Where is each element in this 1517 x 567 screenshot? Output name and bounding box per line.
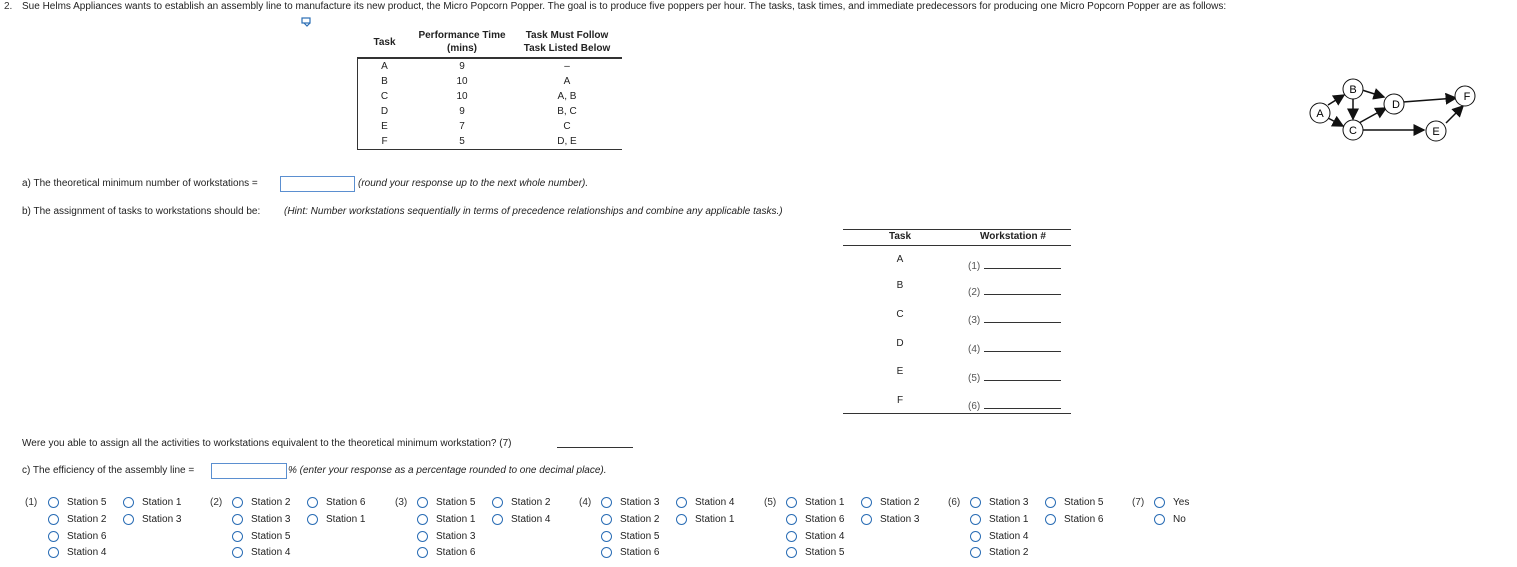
option-g2-station2[interactable]: Station 2: [232, 497, 290, 508]
efficiency-input[interactable]: [211, 463, 287, 479]
radio-icon[interactable]: [1045, 497, 1056, 508]
option-g3-station4[interactable]: Station 4: [492, 514, 550, 525]
radio-icon[interactable]: [601, 547, 612, 558]
radio-icon[interactable]: [123, 497, 134, 508]
ws-answer-2[interactable]: [984, 294, 1061, 295]
radio-icon[interactable]: [232, 497, 243, 508]
node-c: [1343, 120, 1363, 140]
radio-icon[interactable]: [861, 514, 872, 525]
ws-answer-3[interactable]: [984, 322, 1061, 323]
option-g7-no[interactable]: No: [1154, 514, 1186, 525]
group-6-number: (6): [948, 497, 961, 508]
option-g3-station5[interactable]: Station 5: [417, 497, 475, 508]
option-g2-station4[interactable]: Station 4: [232, 547, 290, 558]
group-4-number: (4): [579, 497, 592, 508]
option-g7-yes[interactable]: Yes: [1154, 497, 1189, 508]
node-c-label: C: [1349, 125, 1357, 137]
radio-icon[interactable]: [48, 514, 59, 525]
node-b: [1343, 79, 1363, 99]
ws-task-d: D: [896, 338, 904, 349]
option-g5-station3[interactable]: Station 3: [861, 514, 919, 525]
ws-slot-4: (4): [968, 344, 981, 355]
radio-icon[interactable]: [307, 497, 318, 508]
option-g2-station6[interactable]: Station 6: [307, 497, 365, 508]
ws-answer-4[interactable]: [984, 351, 1061, 352]
option-g2-station3[interactable]: Station 3: [232, 514, 290, 525]
radio-icon[interactable]: [970, 514, 981, 525]
option-g4-station4[interactable]: Station 4: [676, 497, 734, 508]
group-7-number: (7): [1132, 497, 1145, 508]
node-b-label: B: [1349, 84, 1357, 96]
option-g5-station4[interactable]: Station 4: [786, 531, 844, 542]
option-g3-station2[interactable]: Station 2: [492, 497, 550, 508]
ws-slot-5: (5): [968, 373, 981, 384]
task-column: A B C D E F: [380, 61, 389, 147]
ws-answer-5[interactable]: [984, 380, 1061, 381]
radio-icon[interactable]: [48, 531, 59, 542]
ws-col-task: Task: [888, 231, 912, 242]
radio-icon[interactable]: [970, 547, 981, 558]
radio-icon[interactable]: [786, 514, 797, 525]
radio-icon[interactable]: [232, 514, 243, 525]
group-1-number: (1): [25, 497, 38, 508]
option-g5-station5[interactable]: Station 5: [786, 547, 844, 558]
question-7-label: Were you able to assign all the activities to workstations equivalent to the theoretical minimum workstation? (7): [22, 438, 512, 449]
radio-icon[interactable]: [1045, 514, 1056, 525]
radio-icon[interactable]: [48, 547, 59, 558]
option-g2-station1[interactable]: Station 1: [307, 514, 365, 525]
part-c-label: c) The efficiency of the assembly line =: [22, 465, 195, 476]
option-g3-station3[interactable]: Station 3: [417, 531, 475, 542]
ws-task-b: B: [896, 280, 904, 291]
radio-icon[interactable]: [123, 514, 134, 525]
ws-task-e: E: [896, 366, 904, 377]
radio-icon[interactable]: [676, 514, 687, 525]
part-a-hint: (round your response up to the next whole number).: [358, 178, 589, 189]
ws-slot-6: (6): [968, 401, 981, 412]
option-g4-station1[interactable]: Station 1: [676, 514, 734, 525]
part-b-label: b) The assignment of tasks to workstations should be:: [22, 206, 261, 217]
copy-table-icon[interactable]: [301, 17, 313, 27]
question-7-answer[interactable]: [557, 447, 633, 448]
radio-icon[interactable]: [417, 514, 428, 525]
group-5-number: (5): [764, 497, 777, 508]
radio-icon[interactable]: [492, 497, 503, 508]
option-g1-station1[interactable]: Station 1: [123, 497, 181, 508]
option-g4-station3[interactable]: Station 3: [601, 497, 659, 508]
radio-icon[interactable]: [417, 497, 428, 508]
node-a: [1310, 103, 1330, 123]
part-a-label: a) The theoretical minimum number of workstations =: [22, 178, 258, 189]
radio-icon[interactable]: [676, 497, 687, 508]
radio-icon[interactable]: [307, 514, 318, 525]
node-a-label: A: [1316, 108, 1324, 120]
option-g1-station6[interactable]: Station 6: [48, 531, 106, 542]
precedence-diagram: [1300, 75, 1480, 145]
radio-icon[interactable]: [601, 531, 612, 542]
question-number: 2.: [4, 1, 13, 12]
option-g6-station1[interactable]: Station 1: [970, 514, 1028, 525]
option-g6-station2[interactable]: Station 2: [970, 547, 1028, 558]
radio-icon[interactable]: [492, 514, 503, 525]
min-workstations-input[interactable]: [280, 176, 355, 192]
time-column: 9 10 10 9 7 5: [456, 61, 468, 147]
node-d-label: D: [1392, 99, 1400, 111]
option-g1-station5[interactable]: Station 5: [48, 497, 106, 508]
radio-icon[interactable]: [601, 497, 612, 508]
option-g5-station6[interactable]: Station 6: [786, 514, 844, 525]
option-g5-station2[interactable]: Station 2: [861, 497, 919, 508]
option-g1-station3[interactable]: Station 3: [123, 514, 181, 525]
option-g4-station2[interactable]: Station 2: [601, 514, 659, 525]
ws-slot-3: (3): [968, 315, 981, 326]
ws-answer-1[interactable]: [984, 268, 1061, 269]
radio-icon[interactable]: [232, 547, 243, 558]
ws-task-c: C: [896, 309, 904, 320]
radio-icon[interactable]: [861, 497, 872, 508]
option-g5-station1[interactable]: Station 1: [786, 497, 844, 508]
radio-icon[interactable]: [786, 531, 797, 542]
col-header-task: Task: [373, 37, 396, 48]
option-g4-station6[interactable]: Station 6: [601, 547, 659, 558]
radio-icon[interactable]: [786, 547, 797, 558]
col-header-predecessors: Task Must Follow Task Listed Below: [523, 30, 611, 54]
option-g6-station5[interactable]: Station 5: [1045, 497, 1103, 508]
radio-icon[interactable]: [786, 497, 797, 508]
radio-icon[interactable]: [417, 531, 428, 542]
radio-icon[interactable]: [601, 514, 612, 525]
option-g1-station4[interactable]: Station 4: [48, 547, 106, 558]
option-g3-station1[interactable]: Station 1: [417, 514, 475, 525]
radio-icon[interactable]: [1154, 514, 1165, 525]
node-f-label: F: [1463, 91, 1471, 103]
group-2-number: (2): [210, 497, 223, 508]
ws-task-a: A: [896, 254, 904, 265]
option-g6-station3[interactable]: Station 3: [970, 497, 1028, 508]
col-header-time: Performance Time (mins): [418, 30, 506, 54]
question-text: Sue Helms Appliances wants to establish an assembly line to manufacture its new product, the Micro Popcorn Popper. The goal is to produce five poppers per hour. The tasks, task times, and immediate predecessors for producing one Micro Popcorn Popper are as follows:: [22, 1, 1227, 12]
ws-slot-1: (1): [968, 261, 981, 272]
part-b-hint: (Hint: Number workstations sequentially in terms of precedence relationships and combine any applicable tasks.): [284, 206, 783, 217]
option-g6-station6[interactable]: Station 6: [1045, 514, 1103, 525]
radio-icon[interactable]: [232, 531, 243, 542]
group-3-number: (3): [395, 497, 408, 508]
option-g2-station5[interactable]: Station 5: [232, 531, 290, 542]
radio-icon[interactable]: [417, 547, 428, 558]
node-e-label: E: [1432, 126, 1440, 138]
option-g6-station4[interactable]: Station 4: [970, 531, 1028, 542]
node-f: [1455, 86, 1475, 106]
predecessor-column: – A A, B B, C C D, E: [557, 61, 577, 147]
ws-col-workstation: Workstation #: [980, 231, 1046, 242]
radio-icon[interactable]: [48, 497, 59, 508]
radio-icon[interactable]: [970, 531, 981, 542]
option-g3-station6[interactable]: Station 6: [417, 547, 475, 558]
node-d: [1384, 94, 1404, 114]
ws-answer-6[interactable]: [984, 408, 1061, 409]
part-c-hint: % (enter your response as a percentage rounded to one decimal place).: [288, 465, 607, 476]
node-e: [1426, 121, 1446, 141]
radio-icon[interactable]: [970, 497, 981, 508]
option-g4-station5[interactable]: Station 5: [601, 531, 659, 542]
ws-slot-2: (2): [968, 287, 981, 298]
ws-task-f: F: [896, 395, 904, 406]
radio-icon[interactable]: [1154, 497, 1165, 508]
option-g1-station2[interactable]: Station 2: [48, 514, 106, 525]
